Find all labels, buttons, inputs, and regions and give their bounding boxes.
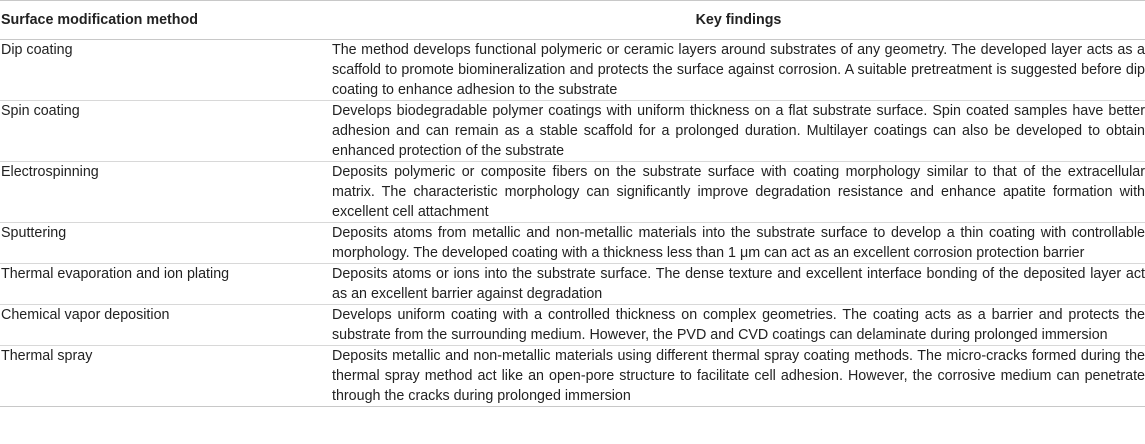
table-row (0, 346, 1145, 407)
column-header-key-findings: Key findings (695, 12, 782, 28)
method-cell: Chemical vapor deposition (1, 307, 170, 323)
finding-cell: Deposits atoms or ions into the substrate surface. The dense texture and excellent interface bonding of the deposited layer act as an excellent barrier against degradation (332, 266, 1145, 302)
finding-cell: Develops biodegradable polymer coatings with uniform thickness on a flat substrate surface. Spin coated samples have better adhesion and can remain as a stable scaffold for a prolonged duration. Multilayer coatings can also be developed to obtain enhanced protection of the substrate (332, 103, 1145, 159)
table-row (0, 305, 1145, 346)
column-header-method: Surface modification method (1, 12, 199, 28)
method-cell: Dip coating (1, 42, 73, 58)
table-row (0, 264, 1145, 305)
table-row (0, 162, 1145, 223)
method-cell: Electrospinning (1, 164, 99, 180)
table-row (0, 223, 1145, 264)
method-cell: Spin coating (1, 103, 80, 119)
table-row (0, 101, 1145, 162)
finding-cell: Develops uniform coating with a controlled thickness on complex geometries. The coating acts as a barrier and protects the substrate from the surrounding medium. However, the PVD and CVD coatings can delaminate during prolonged immersion (332, 307, 1145, 343)
finding-cell: Deposits metallic and non-metallic materials using different thermal spray coating methods. The micro-cracks formed during the thermal spray method act like an open-pore structure to facilitate cell adhesion. However, the corrosive medium can penetrate through the cracks during prolonged immersion (332, 348, 1145, 404)
method-cell: Sputtering (1, 225, 67, 241)
method-cell: Thermal spray (1, 348, 93, 364)
table-header-row (0, 1, 1145, 40)
method-cell: Thermal evaporation and ion plating (1, 266, 230, 282)
finding-cell: Deposits atoms from metallic and non-metallic materials into the substrate surface to develop a thin coating with controllable morphology. The developed coating with a thickness less than 1 μm can act as an excellent corrosion protection barrier (332, 225, 1145, 261)
finding-cell: Deposits polymeric or composite fibers on the substrate surface with coating morphology similar to that of the extracellular matrix. The characteristic morphology can significantly improve degradation resistance and enhance apatite formation with excellent cell attachment (332, 164, 1145, 220)
finding-cell: The method develops functional polymeric or ceramic layers around substrates of any geometry. The developed layer acts as a scaffold to promote biomineralization and protects the surface against corrosion. A suitable pretreatment is suggested before dip coating to enhance adhesion to the substrate (332, 42, 1145, 98)
table-row (0, 40, 1145, 101)
